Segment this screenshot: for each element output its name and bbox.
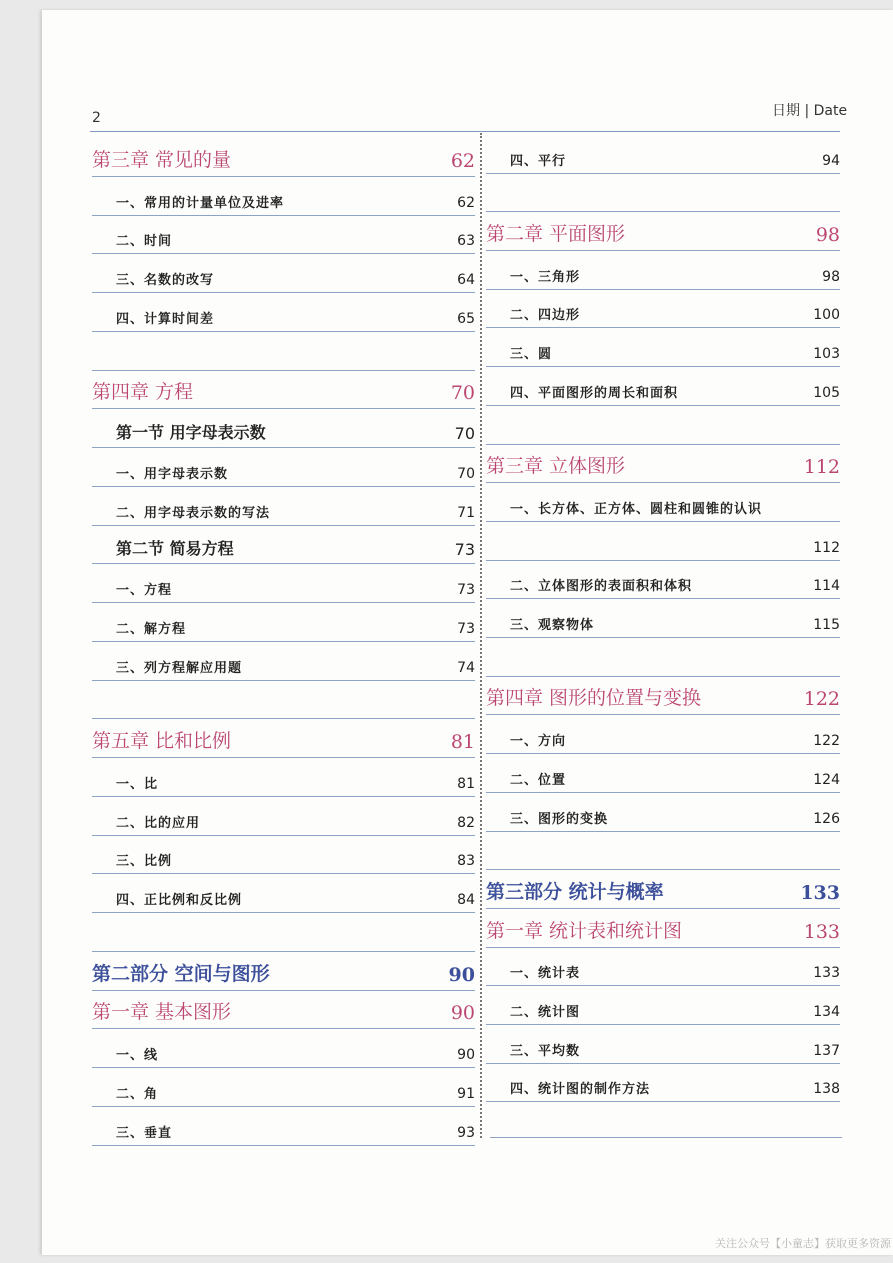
toc-item-title: 四、平行 [510,153,567,169]
toc-blank-row [92,913,475,952]
toc-item-row [486,599,840,638]
toc-item-row [486,135,840,174]
toc-item-row [92,603,475,642]
toc-item-title: 三、图形的变换 [510,811,609,827]
toc-part-row [92,952,475,991]
toc-page-number: 98 [822,268,840,285]
header-rule [90,131,840,132]
toc-page-number: 90 [457,1047,475,1063]
footer-rule [490,1137,842,1138]
toc-item-row [92,177,475,216]
toc-page-number: 91 [457,1085,475,1102]
toc-item-title: 一、比 [116,776,159,792]
toc-item-title: 一、统计表 [510,966,581,982]
toc-section-title: 第二节 简易方程 [116,539,234,559]
toc-page-number: 103 [813,346,840,363]
toc-chapter-row [92,138,475,177]
toc-chapter-title: 第一章 基本图形 [92,1001,232,1024]
toc-item-row [486,1064,840,1103]
toc-item-title: 四、平面图形的周长和面积 [510,385,679,401]
toc-page-number: 73 [454,540,475,560]
toc-page-number: 82 [457,814,475,831]
toc-chapter-title: 第一章 统计表和统计图 [486,919,683,942]
toc-blank-row [486,638,840,677]
toc-chapter-title: 第四章 图形的位置与变换 [486,687,702,710]
toc-page-number: 62 [457,194,475,211]
toc-item-title: 四、正比例和反比例 [116,893,243,908]
toc-page-number: 115 [813,617,840,634]
date-label: 日期 | Date [772,103,848,119]
toc-page-number: 137 [813,1042,840,1059]
toc-item-title: 三、圆 [510,347,553,363]
toc-item-row [486,716,840,755]
toc-page-number: 63 [457,233,475,250]
toc-item-row [486,986,840,1025]
toc-item-row [486,1025,840,1064]
toc-item-row [92,642,475,681]
toc-item-title: 三、垂直 [116,1125,173,1141]
toc-blank-row [92,332,475,371]
toc-chapter-row [486,445,840,484]
toc-chapter-row [92,719,475,758]
toc-page-number: 83 [457,853,475,870]
toc-item-title: 一、常用的计量单位及进率 [116,195,285,211]
toc-item-title: 三、比例 [116,854,173,870]
toc-item-title: 二、比的应用 [116,815,201,831]
toc-item-row [486,329,840,368]
toc-page-number: 70 [454,424,475,443]
toc-page-number: 122 [813,733,840,750]
toc-chapter-title: 第五章 比和比例 [92,730,232,752]
toc-item-title: 二、解方程 [116,621,187,637]
toc-page-number: 114 [813,578,840,595]
toc-item-title: 一、三角形 [510,269,581,285]
toc-item-title: 二、时间 [116,234,173,250]
toc-item-row [92,293,475,332]
toc-page-number: 74 [457,659,475,676]
toc-page-number: 84 [457,892,475,908]
toc-item-title: 二、位置 [510,772,567,788]
toc-part-title: 第三部分 统计与概率 [486,880,664,903]
toc-item-row [92,797,475,836]
toc-chapter-title: 第三章 立体图形 [486,455,626,478]
toc-blank-row [486,174,840,213]
toc-chapter-row [486,677,840,716]
toc-item-title: 一、方程 [116,583,173,598]
toc-page-number: 100 [813,307,840,324]
toc-item-title: 四、统计图的制作方法 [510,1082,651,1098]
page-number: 2 [92,110,101,126]
toc-item-row [92,1068,475,1107]
toc-page-number: 133 [813,965,840,982]
watermark-text: 关注公众号【小童志】获取更多资源 [715,1237,891,1250]
toc-page-number: 81 [450,731,475,753]
toc-page-number: 126 [813,810,840,827]
toc-item-row [92,1107,475,1146]
toc-page-number: 93 [457,1124,475,1141]
toc-page-number: 112 [813,539,840,556]
toc-item-row [486,367,840,406]
toc-page-number: 65 [457,310,475,327]
toc-page-number: 70 [450,382,475,405]
column-divider [480,133,482,1138]
toc-item-row [486,793,840,832]
toc-item-title: 三、观察物体 [510,618,595,634]
toc-page-number: 94 [822,152,840,169]
toc-chapter-row [486,212,840,251]
toc-page-number: 105 [813,384,840,401]
toc-page-number: 133 [800,881,840,904]
toc-blank-row [486,406,840,445]
toc-item-row [486,522,840,561]
toc-page-number: 133 [803,920,840,943]
toc-item-title: 一、用字母表示数 [116,466,229,482]
toc-page-number: 90 [448,963,475,986]
toc-item-title: 三、列方程解应用题 [116,660,243,676]
toc-page-number: 124 [813,771,840,788]
toc-item-title: 二、角 [116,1086,159,1102]
toc-page-number: 81 [457,775,475,792]
toc-item-row [92,1029,475,1068]
toc-chapter-row [92,371,475,410]
toc-item-row [92,216,475,255]
toc-section-row [92,526,475,565]
toc-page-number: 112 [803,456,840,479]
toc-item-row [92,836,475,875]
toc-item-title: 二、用字母表示数的写法 [116,505,271,521]
toc-page-number: 71 [457,504,475,521]
toc-page-number: 138 [813,1081,840,1098]
toc-item-title: 一、线 [116,1048,159,1063]
toc-item-row [92,874,475,913]
toc-chapter-title: 第二章 平面图形 [486,223,626,246]
toc-section-title: 第一节 用字母表示数 [116,423,266,442]
toc-item-row [92,254,475,293]
toc-page-number: 98 [815,224,840,247]
toc-item-row [92,448,475,487]
toc-item-row [486,561,840,600]
toc-item-row [486,483,840,522]
toc-item-title: 三、名数的改写 [116,273,215,288]
toc-item-row [92,758,475,797]
toc-item-title: 二、四边形 [510,308,581,324]
toc-item-row [486,948,840,987]
toc-chapter-title: 第三章 常见的量 [92,148,232,171]
toc-item-title: 二、统计图 [510,1005,581,1021]
toc-item-title: 一、方向 [510,734,567,750]
toc-item-row [486,754,840,793]
toc-part-row [486,870,840,909]
toc-part-title: 第二部分 空间与图形 [92,962,270,985]
toc-chapter-row [92,991,475,1030]
toc-page-number: 90 [450,1002,475,1025]
toc-item-title: 二、立体图形的表面积和体积 [510,579,693,595]
toc-page-number: 73 [457,620,475,637]
toc-section-row [92,409,475,448]
toc-item-row [92,564,475,603]
toc-chapter-row [486,909,840,948]
toc-item-title: 一、长方体、正方体、圆柱和圆锥的认识 [510,501,763,517]
toc-blank-row [486,832,840,871]
toc-page-number: 122 [803,688,840,711]
toc-chapter-title: 第四章 方程 [92,381,194,404]
toc-page-number: 62 [450,149,475,172]
toc-item-title: 四、计算时间差 [116,311,215,327]
toc-item-row [92,487,475,526]
toc-page-number: 134 [813,1004,840,1021]
toc-page-number: 64 [457,272,475,288]
toc-item-row [486,290,840,329]
toc-blank-row [92,681,475,720]
toc-page-number: 73 [457,582,475,598]
toc-item-title: 三、平均数 [510,1043,581,1059]
toc-item-row [486,251,840,290]
toc-page-number: 70 [457,465,475,482]
